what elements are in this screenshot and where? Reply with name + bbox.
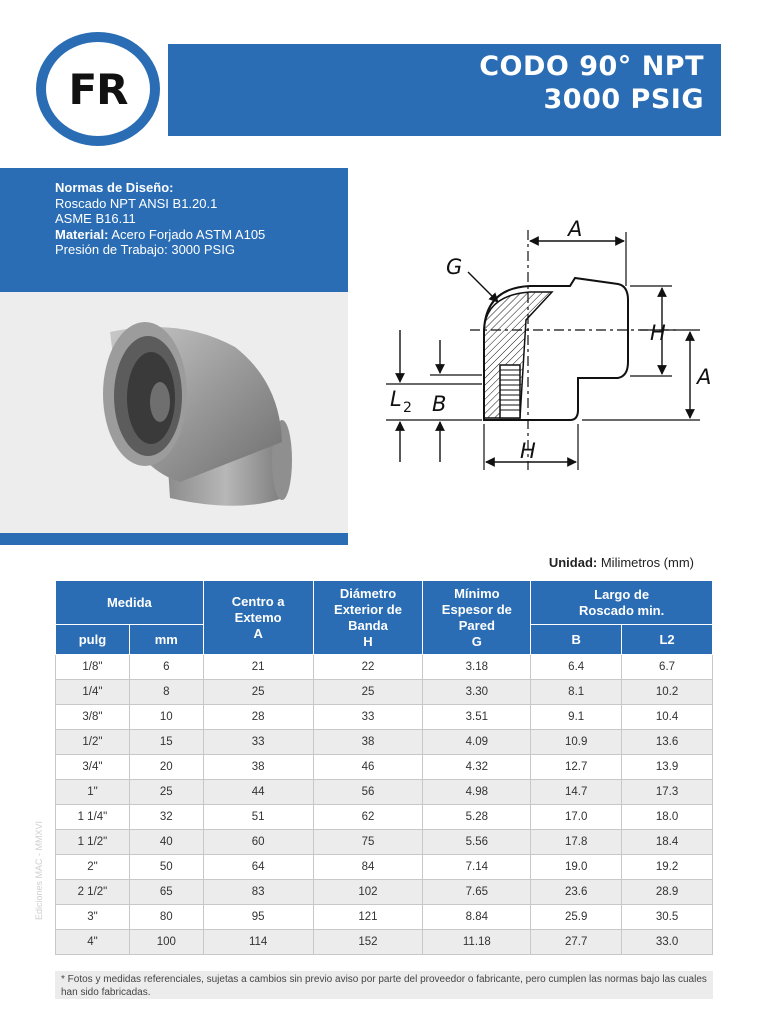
table-row bbox=[56, 755, 713, 780]
table-cell: 13.6 bbox=[622, 730, 713, 755]
table-cell: 100 bbox=[129, 930, 203, 955]
design-line-2: ASME B16.11 bbox=[55, 211, 136, 226]
table-cell: 114 bbox=[203, 930, 313, 955]
header-diametro-line-4: H bbox=[363, 633, 373, 649]
table-cell: 56 bbox=[313, 780, 423, 805]
table-row bbox=[56, 705, 713, 730]
header-b: B bbox=[531, 625, 622, 655]
header-minimo-line-1: Mínimo bbox=[454, 585, 500, 601]
header-pulg: pulg bbox=[56, 625, 130, 655]
table-cell: 9.1 bbox=[531, 705, 622, 730]
table-cell: 51 bbox=[203, 805, 313, 830]
table-row bbox=[56, 780, 713, 805]
table-cell: 75 bbox=[313, 830, 423, 855]
table-cell: 18.4 bbox=[622, 830, 713, 855]
table-cell: 14.7 bbox=[531, 780, 622, 805]
table-cell: 33.0 bbox=[622, 930, 713, 955]
table-cell: 6.4 bbox=[531, 655, 622, 680]
table-cell: 8.84 bbox=[423, 905, 531, 930]
design-line-1: Roscado NPT ANSI B1.20.1 bbox=[55, 195, 218, 211]
table-cell: 1/4" bbox=[56, 680, 130, 705]
table-cell: 7.14 bbox=[423, 855, 531, 880]
table-cell: 2 1/2" bbox=[56, 880, 130, 905]
photo-bottom-bar bbox=[0, 533, 348, 545]
table-cell: 23.6 bbox=[531, 880, 622, 905]
table-row bbox=[56, 730, 713, 755]
header-minimo-line-2: Espesor de bbox=[441, 601, 512, 617]
table-cell: 1 1/2" bbox=[56, 830, 130, 855]
table-cell: 7.65 bbox=[423, 880, 531, 905]
logo-text: FR bbox=[68, 64, 128, 114]
label-a-right: A bbox=[697, 365, 712, 389]
table-cell: 121 bbox=[313, 905, 423, 930]
table-cell: 17.3 bbox=[622, 780, 713, 805]
header-mm: mm bbox=[129, 625, 203, 655]
label-h-right: H bbox=[650, 321, 666, 345]
table-cell: 6.7 bbox=[622, 655, 713, 680]
label-g: G bbox=[446, 255, 463, 279]
table-cell: 25 bbox=[313, 680, 423, 705]
table-cell: 5.28 bbox=[423, 805, 531, 830]
table-cell: 21 bbox=[203, 655, 313, 680]
header-centro bbox=[203, 581, 313, 655]
table-cell: 27.7 bbox=[531, 930, 622, 955]
unit-label-title: Unidad: bbox=[548, 555, 598, 570]
table-cell: 46 bbox=[313, 755, 423, 780]
table-cell: 5.56 bbox=[423, 830, 531, 855]
table-cell: 64 bbox=[203, 855, 313, 880]
table-cell: 17.8 bbox=[531, 830, 622, 855]
table-cell: 6 bbox=[129, 655, 203, 680]
table-cell: 17.0 bbox=[531, 805, 622, 830]
unit-label-value: Milimetros (mm) bbox=[597, 555, 694, 570]
table-cell: 83 bbox=[203, 880, 313, 905]
elbow-photo-image bbox=[0, 292, 348, 533]
header-largo-line-2: Roscado min. bbox=[579, 602, 665, 618]
watermark: Ediciones MAC - MMXVI bbox=[34, 820, 44, 920]
table-cell: 32 bbox=[129, 805, 203, 830]
header-centro-line-2: Extemo bbox=[234, 609, 282, 625]
table-cell: 28.9 bbox=[622, 880, 713, 905]
technical-diagram bbox=[380, 210, 720, 480]
table-cell: 40 bbox=[129, 830, 203, 855]
header-minimo bbox=[423, 581, 531, 655]
header-centro-line-1: Centro a bbox=[231, 593, 285, 609]
header-medida: Medida bbox=[56, 581, 204, 625]
table-row bbox=[56, 805, 713, 830]
table-cell: 25.9 bbox=[531, 905, 622, 930]
header-minimo-line-4: G bbox=[471, 633, 482, 649]
table-cell: 4.98 bbox=[423, 780, 531, 805]
table-cell: 60 bbox=[203, 830, 313, 855]
table-row bbox=[56, 930, 713, 955]
table-cell: 3" bbox=[56, 905, 130, 930]
table-cell: 20 bbox=[129, 755, 203, 780]
table-cell: 19.2 bbox=[622, 855, 713, 880]
table-cell: 38 bbox=[203, 755, 313, 780]
table-cell: 18.0 bbox=[622, 805, 713, 830]
table-cell: 13.9 bbox=[622, 755, 713, 780]
table-row bbox=[56, 830, 713, 855]
table-row bbox=[56, 880, 713, 905]
unit-label bbox=[549, 555, 694, 570]
header-centro-line-3: A bbox=[253, 625, 263, 641]
label-h-bottom: H bbox=[520, 439, 536, 463]
table-cell: 4.09 bbox=[423, 730, 531, 755]
label-l2-sub: 2 bbox=[403, 400, 412, 416]
table-cell: 1/2" bbox=[56, 730, 130, 755]
material-label: Material: bbox=[55, 226, 109, 242]
table-cell: 1 1/4" bbox=[56, 805, 130, 830]
header-minimo-line-3: Pared bbox=[458, 617, 495, 633]
header-diametro-line-3: Banda bbox=[348, 617, 388, 633]
material-value: Acero Forjado ASTM A105 bbox=[108, 226, 266, 242]
logo-inner bbox=[46, 42, 150, 136]
dimensions-table bbox=[55, 580, 713, 955]
table-row bbox=[56, 905, 713, 930]
header-largo-line-1: Largo de bbox=[594, 586, 650, 602]
table-cell: 3.18 bbox=[423, 655, 531, 680]
table-cell: 3.51 bbox=[423, 705, 531, 730]
header-diametro-line-1: Diámetro bbox=[339, 585, 397, 601]
table-cell: 10 bbox=[129, 705, 203, 730]
table-cell: 3/4" bbox=[56, 755, 130, 780]
table-cell: 44 bbox=[203, 780, 313, 805]
table-cell: 11.18 bbox=[423, 930, 531, 955]
table-body bbox=[56, 655, 713, 955]
table-cell: 84 bbox=[313, 855, 423, 880]
table-cell: 22 bbox=[313, 655, 423, 680]
table-cell: 65 bbox=[129, 880, 203, 905]
page-title bbox=[479, 50, 704, 116]
table-cell: 25 bbox=[129, 780, 203, 805]
table-row bbox=[56, 655, 713, 680]
pressure: Presión de Trabajo: 3000 PSIG bbox=[55, 242, 235, 257]
table-cell: 25 bbox=[203, 680, 313, 705]
table-cell: 152 bbox=[313, 930, 423, 955]
table-cell: 62 bbox=[313, 805, 423, 830]
title-line-2: 3000 PSIG bbox=[543, 84, 704, 115]
label-a-top: A bbox=[568, 217, 583, 241]
table-cell: 10.4 bbox=[622, 705, 713, 730]
label-b: B bbox=[432, 392, 447, 416]
footnote: * Fotos y medidas referenciales, sujetas a cambios sin previo aviso por parte del proveedor o fabricante, pero cumplen las normas bajo las cuales han sido fabricadas. bbox=[55, 971, 713, 999]
table-cell: 95 bbox=[203, 905, 313, 930]
table-cell: 2" bbox=[56, 855, 130, 880]
header-largo bbox=[531, 581, 713, 625]
header-diametro bbox=[313, 581, 423, 655]
table-cell: 15 bbox=[129, 730, 203, 755]
design-specs bbox=[0, 168, 348, 292]
table-cell: 8.1 bbox=[531, 680, 622, 705]
table-cell: 10.9 bbox=[531, 730, 622, 755]
table-cell: 50 bbox=[129, 855, 203, 880]
table-cell: 28 bbox=[203, 705, 313, 730]
design-label: Normas de Diseño: bbox=[55, 180, 174, 195]
product-photo bbox=[0, 292, 348, 533]
table-row bbox=[56, 680, 713, 705]
table-cell: 19.0 bbox=[531, 855, 622, 880]
table-cell: 4.32 bbox=[423, 755, 531, 780]
table-cell: 10.2 bbox=[622, 680, 713, 705]
table-cell: 3.30 bbox=[423, 680, 531, 705]
table-cell: 30.5 bbox=[622, 905, 713, 930]
header-l2: L2 bbox=[622, 625, 713, 655]
table-cell: 102 bbox=[313, 880, 423, 905]
table-cell: 38 bbox=[313, 730, 423, 755]
table-cell: 8 bbox=[129, 680, 203, 705]
label-l2: L bbox=[390, 387, 402, 411]
table-cell: 80 bbox=[129, 905, 203, 930]
table-cell: 33 bbox=[313, 705, 423, 730]
table-row bbox=[56, 855, 713, 880]
title-line-1: CODO 90° NPT bbox=[479, 51, 704, 82]
table-cell: 12.7 bbox=[531, 755, 622, 780]
table-cell: 1" bbox=[56, 780, 130, 805]
table-cell: 4" bbox=[56, 930, 130, 955]
table-cell: 33 bbox=[203, 730, 313, 755]
header-diametro-line-2: Exterior de bbox=[334, 601, 402, 617]
table-cell: 3/8" bbox=[56, 705, 130, 730]
table-cell: 1/8" bbox=[56, 655, 130, 680]
